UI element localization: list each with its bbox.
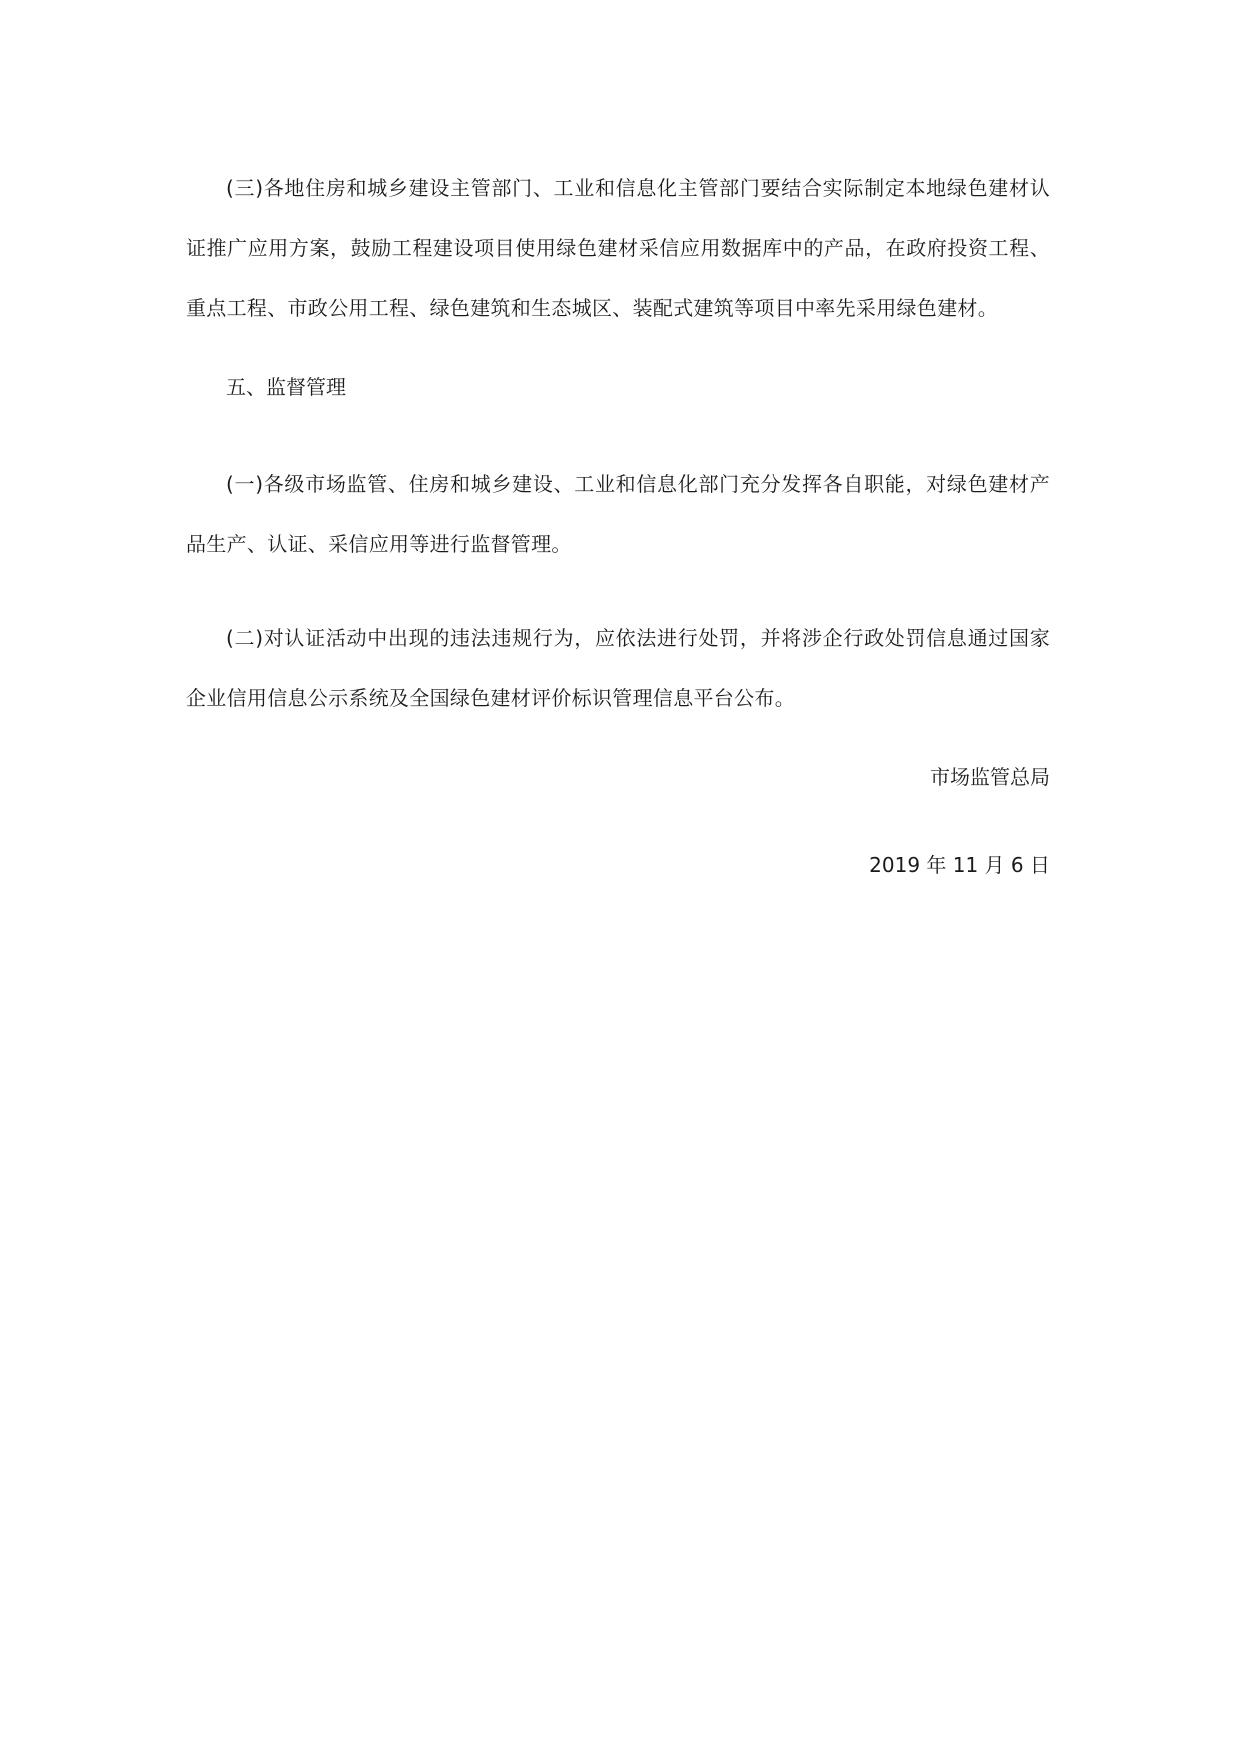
paragraph-1: (一)各级市场监管、住房和城乡建设、工业和信息化部门充分发挥各自职能，对绿色建材产品生产、认证、采信应用等进行监督管理。 [186,472,1050,556]
signature-organization: 市场监管总局 [930,765,1050,789]
section-heading: 五、监督管理 [226,375,346,399]
document-body [186,158,1050,880]
paragraph-2: (二)对认证活动中出现的违法违规行为，应依法进行处罚，并将涉企行政处罚信息通过国家企业信用信息公示系统及全国绿色建材评价标识管理信息平台公布。 [186,626,1050,710]
paragraph-3: (三)各地住房和城乡建设主管部门、工业和信息化主管部门要结合实际制定本地绿色建材认证推广应用方案，鼓励工程建设项目使用绿色建材采信应用数据库中的产品，在政府投资工程、重点工程、市政公用工程、绿色建筑和生态城区、装配式建筑等项目中率先采用绿色建材。 [186,176,1050,320]
signature-date: 2019 年 11 月 6 日 [869,853,1050,877]
